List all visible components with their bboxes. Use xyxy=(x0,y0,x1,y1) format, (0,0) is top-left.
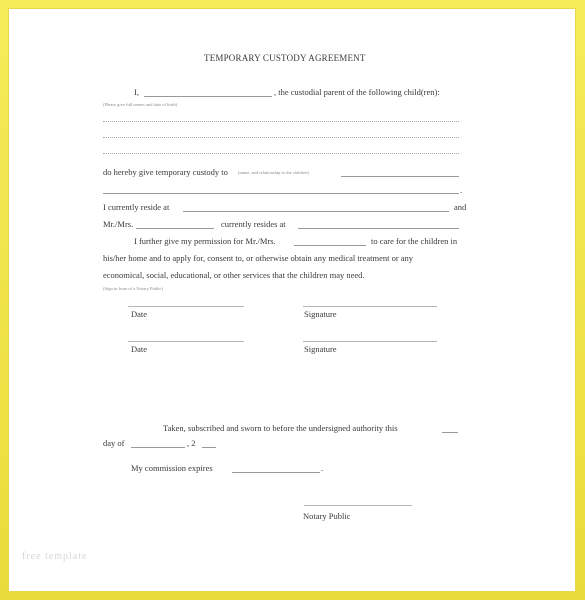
date-line-2[interactable] xyxy=(128,341,244,342)
commission-blank[interactable] xyxy=(232,472,320,473)
children-line-2[interactable] xyxy=(103,137,459,138)
parent-name-blank[interactable] xyxy=(144,96,272,97)
give-custody-text: do hereby give temporary custody to xyxy=(103,167,228,177)
notary-signature-line[interactable] xyxy=(304,505,412,506)
custodian-note: (name, and relationship to the children) xyxy=(238,170,309,175)
commission-text: My commission expires xyxy=(131,463,213,473)
children-note: (Please give full names and date of birth) xyxy=(103,102,178,107)
commission-period: . xyxy=(321,463,324,473)
custodian-name-blank[interactable] xyxy=(136,228,214,229)
children-line-1[interactable] xyxy=(103,121,459,122)
year-blank[interactable] xyxy=(202,447,216,448)
document-page xyxy=(8,8,576,592)
day-of-text: day of xyxy=(103,438,125,448)
watermark: free template xyxy=(22,551,88,562)
date-line-1[interactable] xyxy=(128,306,244,307)
line1-suffix: , the custodial parent of the following child(ren): xyxy=(274,87,440,97)
children-line-3[interactable] xyxy=(103,153,459,154)
notary-note: (Sign in front of a Notary Public) xyxy=(103,286,163,291)
permission-line-3: economical, social, educational, or other services that the children may need. xyxy=(103,270,365,280)
day-blank[interactable] xyxy=(442,432,458,433)
month-blank[interactable] xyxy=(131,447,185,448)
signature-label-1: Signature xyxy=(304,309,337,319)
custodian-blank-1[interactable] xyxy=(341,176,459,177)
signature-label-2: Signature xyxy=(304,344,337,354)
mr-mrs-label: Mr./Mrs. xyxy=(103,219,134,229)
custodian-address-blank[interactable] xyxy=(298,228,459,229)
permission-name-blank[interactable] xyxy=(294,245,366,246)
notary-public-label: Notary Public xyxy=(303,511,351,521)
parent-address-blank[interactable] xyxy=(183,211,449,212)
document-title: TEMPORARY CUSTODY AGREEMENT xyxy=(204,53,366,63)
period: . xyxy=(460,185,463,195)
reside-and: and xyxy=(454,202,467,212)
date-label-2: Date xyxy=(131,344,148,354)
permission-prefix: I further give my permission for Mr./Mrs. xyxy=(134,236,276,246)
date-label-1: Date xyxy=(131,309,148,319)
signature-line-1[interactable] xyxy=(303,306,437,307)
line1-prefix: I, xyxy=(134,87,139,97)
sworn-text: Taken, subscribed and sworn to before the undersigned authority this xyxy=(163,423,398,433)
signature-line-2[interactable] xyxy=(303,341,437,342)
permission-suffix: to care for the children in xyxy=(371,236,458,246)
custodian-blank-2[interactable] xyxy=(103,193,459,194)
year-prefix: , 2 xyxy=(187,438,196,448)
reside-text: I currently reside at xyxy=(103,202,170,212)
permission-line-2: his/her home and to apply for, consent to, or otherwise obtain any medical treatment or any xyxy=(103,253,414,263)
currently-resides-text: currently resides at xyxy=(221,219,286,229)
